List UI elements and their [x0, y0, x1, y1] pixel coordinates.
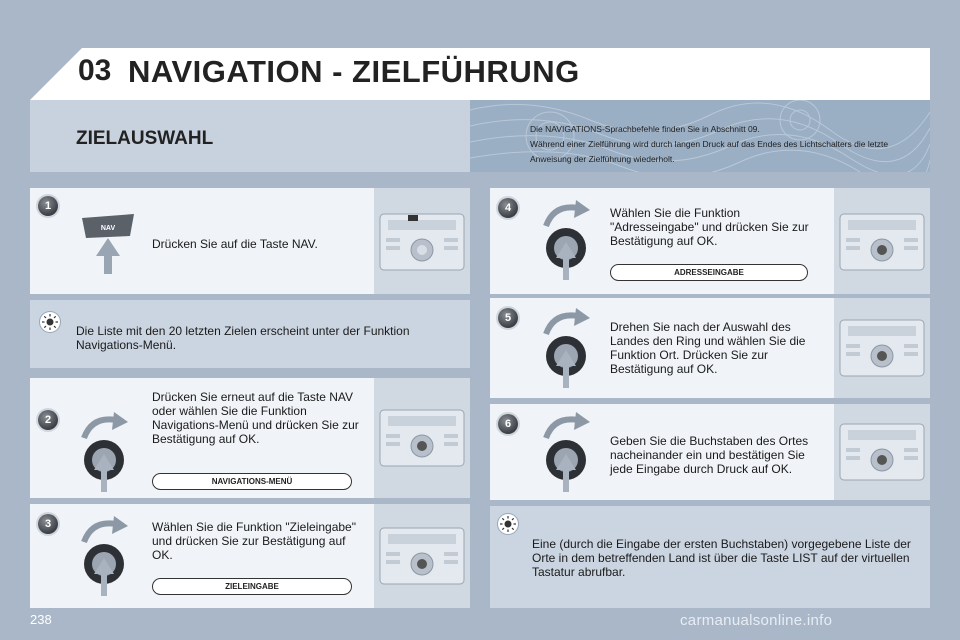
section-title: ZIELAUSWAHL — [76, 128, 214, 149]
rotary-knob-icon — [534, 306, 598, 390]
nav-button-icon — [80, 212, 136, 276]
radio-unit-icon — [374, 188, 470, 294]
radio-unit-icon — [834, 298, 930, 398]
chapter-number: 03 — [78, 54, 112, 87]
intro-text — [530, 122, 920, 167]
step-4-text: Wählen Sie die Funktion "Adresseingabe" und drücken Sie zur Bestätigung auf OK. — [610, 206, 809, 248]
tip-2-text: Eine (durch die Eingabe der ersten Buchstaben) vorgegebene Liste der Orte in dem betreffenden Land ist über die Taste LIST auf der virtuellen Tastatur abrufbar. — [532, 537, 911, 579]
step-1-badge: 1 — [38, 196, 58, 216]
nav-button-label: NAV — [100, 225, 116, 232]
rotary-knob-icon — [72, 514, 136, 598]
step-6-badge: 6 — [498, 414, 518, 434]
lightbulb-icon — [40, 312, 60, 332]
step-2-radio-thumbnail — [374, 378, 470, 498]
step-2-badge: 2 — [38, 410, 58, 430]
intro-line-1: Die NAVIGATIONS-Sprachbefehle finden Sie in Abschnitt 09. — [530, 124, 760, 134]
rotary-knob-icon — [72, 410, 136, 494]
step-4-radio-thumbnail — [834, 188, 930, 294]
step-3-menu-label: ZIELEINGABE — [152, 578, 352, 595]
step-4-badge: 4 — [498, 198, 518, 218]
step-5-text: Drehen Sie nach der Auswahl des Landes den Ring und wählen Sie die Funktion Ort. Drücken Sie zur Bestätigung auf OK. — [610, 320, 806, 376]
tip-1-text: Die Liste mit den 20 letzten Zielen erscheint unter der Funktion Navigations-Menü. — [76, 324, 410, 352]
radio-unit-icon — [374, 504, 470, 608]
step-4-menu-label: ADRESSEINGABE — [610, 264, 808, 281]
chapter-title: NAVIGATION - ZIELFÜHRUNG — [128, 54, 580, 89]
tip-1-icon-wrap — [40, 312, 60, 332]
page-number: 238 — [30, 612, 52, 627]
lightbulb-icon — [498, 514, 518, 534]
step-6-radio-thumbnail — [834, 404, 930, 500]
watermark: carmanualsonline.info — [680, 612, 833, 629]
step-2-text: Drücken Sie erneut auf die Taste NAV oder wählen Sie die Funktion Navigations-Menü und drücken Sie zur Bestätigung auf OK. — [152, 390, 359, 446]
step-6-text: Geben Sie die Buchstaben des Ortes nacheinander ein und bestätigen Sie jede Eingabe durch Druck auf OK. — [610, 434, 809, 476]
header-notch — [30, 48, 82, 100]
radio-unit-icon — [834, 188, 930, 294]
step-3-badge: 3 — [38, 514, 58, 534]
radio-unit-icon — [374, 378, 470, 498]
intro-line-2: Während einer Zielführung wird durch langen Druck auf das Endes des Lichtschalters die letzte Anweisung der Zielführung wiederholt. — [530, 139, 889, 164]
rotary-knob-icon — [534, 198, 598, 282]
step-3-radio-thumbnail — [374, 504, 470, 608]
radio-unit-icon — [834, 404, 930, 500]
step-1-text: Drücken Sie auf die Taste NAV. — [152, 237, 318, 251]
step-1-radio-thumbnail — [374, 188, 470, 294]
step-2-menu-label: NAVIGATIONS-MENÜ — [152, 473, 352, 490]
step-5-radio-thumbnail — [834, 298, 930, 398]
step-5-badge: 5 — [498, 308, 518, 328]
rotary-knob-icon — [534, 410, 598, 494]
step-3-text: Wählen Sie die Funktion "Zieleingabe" und drücken Sie zur Bestätigung auf OK. — [152, 520, 356, 562]
tip-2-icon-wrap — [498, 514, 518, 534]
